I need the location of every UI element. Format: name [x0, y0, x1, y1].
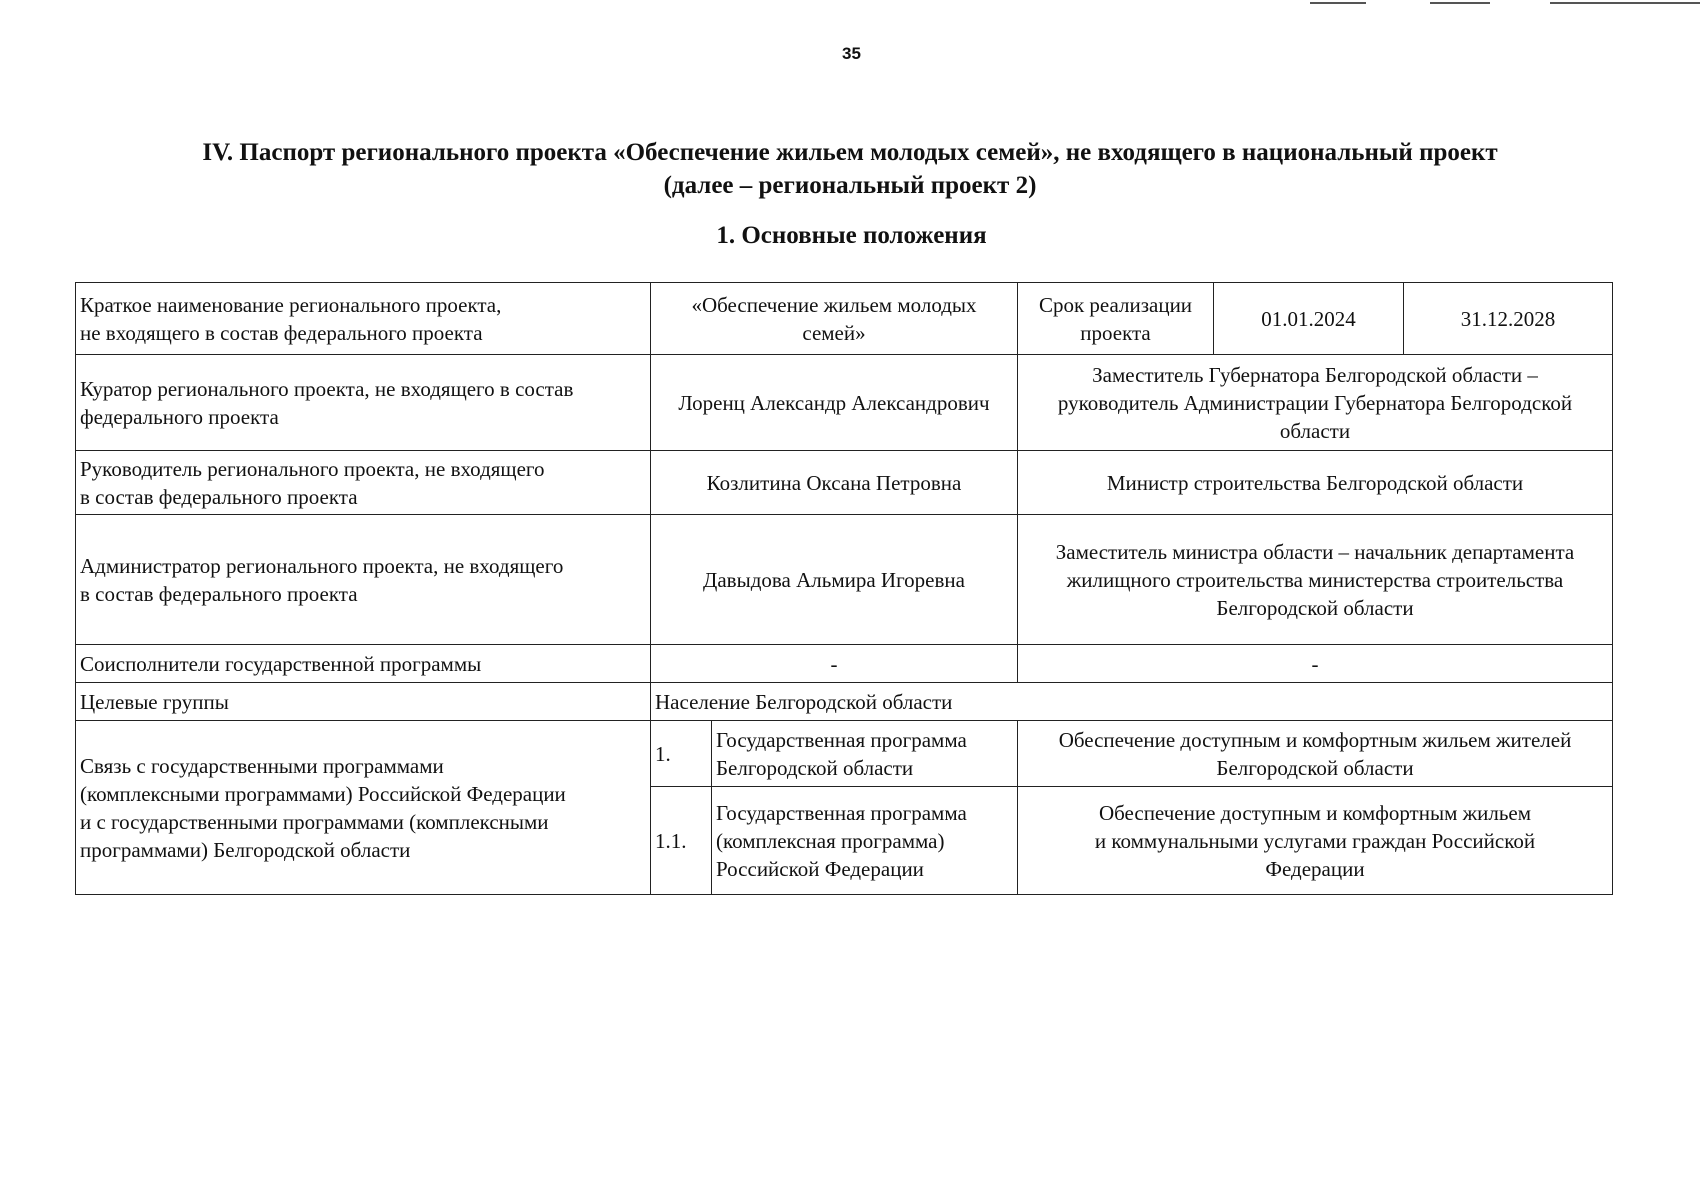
label-text: (комплексными программами) Российской Федерации — [80, 781, 566, 806]
scan-artifact-line — [1430, 2, 1490, 4]
label-cell: Соисполнители государственной программы — [76, 645, 651, 683]
document-title-line2: (далее – региональный проект 2) — [663, 172, 1037, 199]
label-text: Куратор регионального проекта, не входящего в состав — [80, 376, 574, 401]
document-title — [100, 136, 1600, 202]
scan-artifact-line — [1550, 2, 1700, 4]
program-type-cell — [712, 787, 1018, 895]
position-text: Белгородской области — [1216, 595, 1414, 620]
item-number-cell: 1.1. — [651, 787, 712, 895]
label-cell — [76, 721, 651, 895]
program-name-text: и коммунальными услугами граждан Российской — [1094, 828, 1536, 853]
program-name-text: Обеспечение доступным и комфортным жильем жителей — [1058, 727, 1572, 752]
project-name-text: семей» — [802, 320, 866, 345]
label-text: Администратор регионального проекта, не входящего — [80, 553, 564, 578]
administrator-position-cell — [1018, 515, 1613, 645]
leader-position-cell: Министр строительства Белгородской области — [1018, 451, 1613, 515]
table-row-target-groups — [76, 683, 1613, 721]
label-text: программами) Белгородской области — [80, 837, 411, 862]
label-text: в состав федерального проекта — [80, 581, 358, 606]
label-cell: Целевые группы — [76, 683, 651, 721]
label-text: федерального проекта — [80, 404, 279, 429]
position-text: Заместитель Губернатора Белгородской области – — [1092, 362, 1538, 387]
table-row-short-name — [76, 283, 1613, 355]
label-text: не входящего в состав федерального проекта — [80, 320, 483, 345]
label-cell — [76, 515, 651, 645]
label-cell — [76, 451, 651, 515]
table-row-curator — [76, 355, 1613, 451]
term-label-text: Срок реализации — [1038, 292, 1193, 317]
project-passport-table — [75, 282, 1613, 895]
leader-name-cell: Козлитина Оксана Петровна — [651, 451, 1018, 515]
label-text: Связь с государственными программами — [80, 753, 444, 778]
label-text: и с государственными программами (комплексными — [80, 809, 549, 834]
program-name-text: Белгородской области — [1216, 755, 1414, 780]
program-type-text: Государственная программа — [716, 727, 967, 752]
curator-name-cell: Лоренц Александр Александрович — [651, 355, 1018, 451]
table-row-leader — [76, 451, 1613, 515]
program-type-text: Российской Федерации — [716, 856, 924, 881]
term-label-cell — [1018, 283, 1214, 355]
program-name-text: Обеспечение доступным и комфортным жильем — [1098, 800, 1532, 825]
target-group-value-cell: Население Белгородской области — [651, 683, 1613, 721]
start-date-cell: 01.01.2024 — [1214, 283, 1404, 355]
program-name-cell — [1018, 787, 1613, 895]
curator-position-cell — [1018, 355, 1613, 451]
program-type-cell — [712, 721, 1018, 787]
document-title-line1: IV. Паспорт регионального проекта «Обеспечение жильем молодых семей», не входящего в национальный проект — [202, 139, 1498, 166]
label-text: в состав федерального проекта — [80, 484, 358, 509]
label-text: Краткое наименование регионального проекта, — [80, 292, 502, 317]
label-cell — [76, 355, 651, 451]
section-title: 1. Основные положения — [716, 222, 987, 249]
project-name-text: «Обеспечение жильем молодых — [691, 292, 977, 317]
position-text: руководитель Администрации Губернатора Белгородской — [1057, 390, 1573, 415]
project-short-name-cell — [651, 283, 1018, 355]
table-row-program-link — [76, 721, 1613, 787]
label-cell — [76, 283, 651, 355]
table-row-co-executors — [76, 645, 1613, 683]
page-number: 35 — [842, 44, 861, 63]
co-executor-value-cell: - — [651, 645, 1018, 683]
position-text: жилищного строительства министерства строительства — [1066, 567, 1564, 592]
program-type-text: Государственная программа — [716, 800, 967, 825]
end-date-cell: 31.12.2028 — [1404, 283, 1613, 355]
table-row-administrator — [76, 515, 1613, 645]
scan-artifact-line — [1310, 2, 1366, 4]
position-text: Заместитель министра области – начальник департамента — [1055, 539, 1575, 564]
program-type-text: (комплексная программа) — [716, 828, 945, 853]
label-text: Руководитель регионального проекта, не входящего — [80, 456, 545, 481]
term-label-text: проекта — [1080, 320, 1151, 345]
program-name-cell — [1018, 721, 1613, 787]
administrator-name-cell: Давыдова Альмира Игоревна — [651, 515, 1018, 645]
co-executor-value-cell: - — [1018, 645, 1613, 683]
program-name-text: Федерации — [1265, 856, 1365, 881]
program-type-text: Белгородской области — [716, 755, 914, 780]
position-text: области — [1279, 418, 1351, 443]
item-number-cell: 1. — [651, 721, 712, 787]
